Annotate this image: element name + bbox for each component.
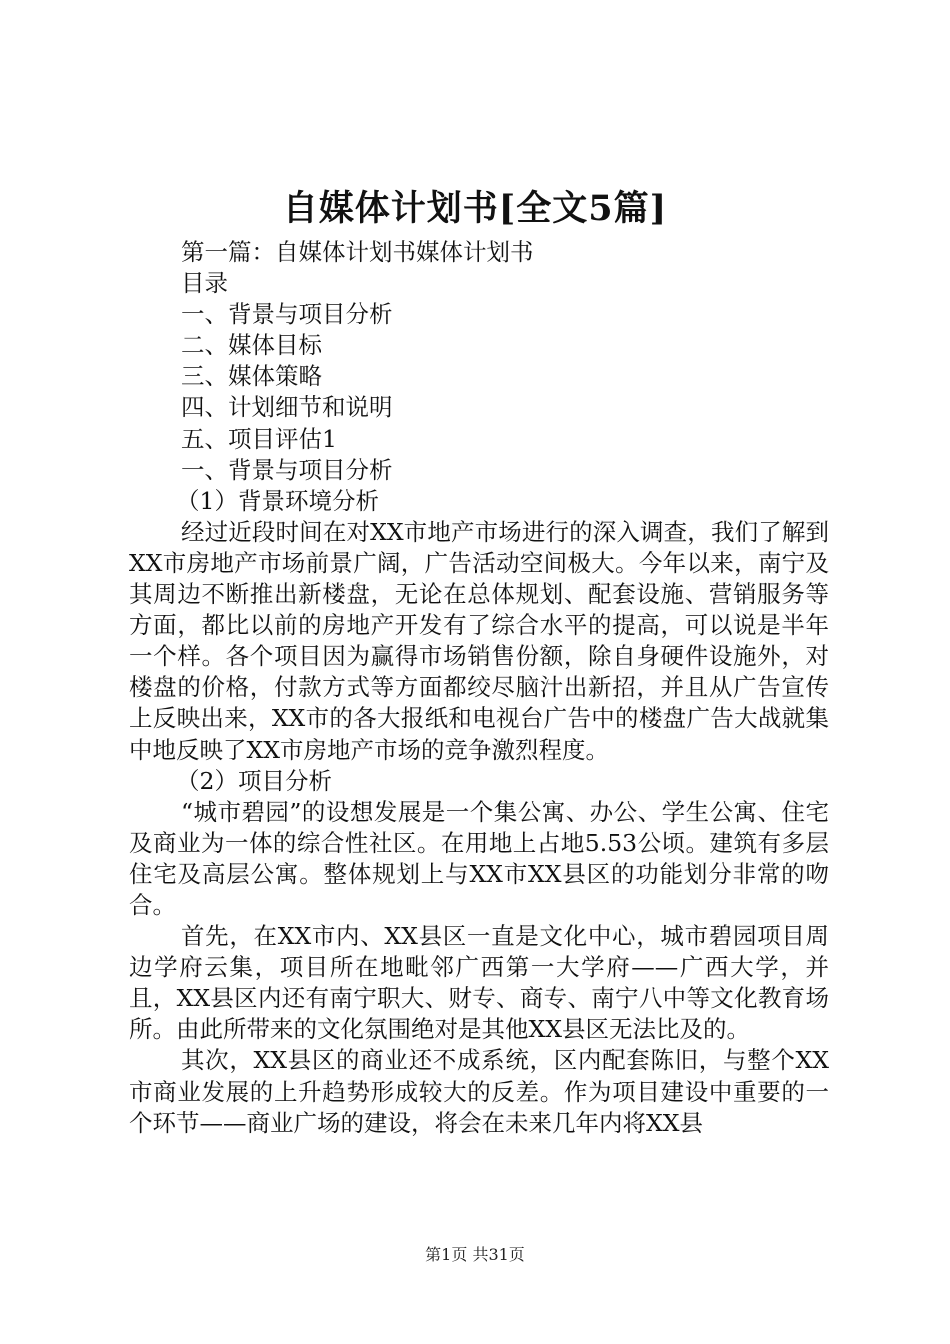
body-paragraph: 首先，在XX市内、XX县区一直是文化中心，城市碧园项目周边学府云集，项目所在地毗邻广西第一大学府——广西大学，并且，XX县区内还有南宁职大、财专、商专、南宁八中等文化教育场所。由此所带来的文化氛围绝对是其他XX县区无法比及的。 [129,922,829,1044]
section-heading: 一、背景与项目分析 [181,455,393,484]
toc-item: 二、媒体目标 [181,331,322,360]
subsection-heading: （2）项目分析 [176,766,332,795]
body-paragraph: 经过近段时间在对XX市地产市场进行的深入调查，我们了解到XX市房地产市场前景广阔，广告活动空间极大。今年以来，南宁及其周边不断推出新楼盘，无论在总体规划、配套设施、营销服务等方面，都比以前的房地产开发有了综合水平的提高，可以说是半年一个样。各个项目因为赢得市场销售份额，除自身硬件设施外，对楼盘的价格，付款方式等方面都绞尽脑汁出新招，并且从广告宣传上反映出来，XX市的各大报纸和电视台广告中的楼盘广告大战就集中地反映了XX市房地产市场的竞争激烈程度。 [129,517,829,764]
body-paragraph: 其次，XX县区的商业还不成系统，区内配套陈旧，与整个XX市商业发展的上升趋势形成较大的反差。作为项目建设中重要的一个环节——商业广场的建设，将会在未来几年内将XX县 [129,1046,829,1137]
toc-item: 五、项目评估1 [181,424,337,453]
toc-label: 目录 [181,269,228,298]
toc-item: 三、媒体策略 [181,362,322,391]
page-footer: 第1页 共31页 [425,1245,525,1264]
body-paragraph: “城市碧园”的设想发展是一个集公寓、办公、学生公寓、住宅及商业为一体的综合性社区。在用地上占地5.53公顷。建筑有多层住宅及高层公寓。整体规划上与XX市XX县区的功能划分非常的吻合。 [129,797,829,919]
toc-item: 四、计划细节和说明 [181,393,393,422]
document-title: 自媒体计划书[全文5篇] [282,188,668,229]
toc-item: 一、背景与项目分析 [181,300,393,329]
subsection-heading: （1）背景环境分析 [176,486,379,515]
document-body [129,237,829,1139]
chapter-heading: 第一篇：自媒体计划书媒体计划书 [181,238,534,266]
